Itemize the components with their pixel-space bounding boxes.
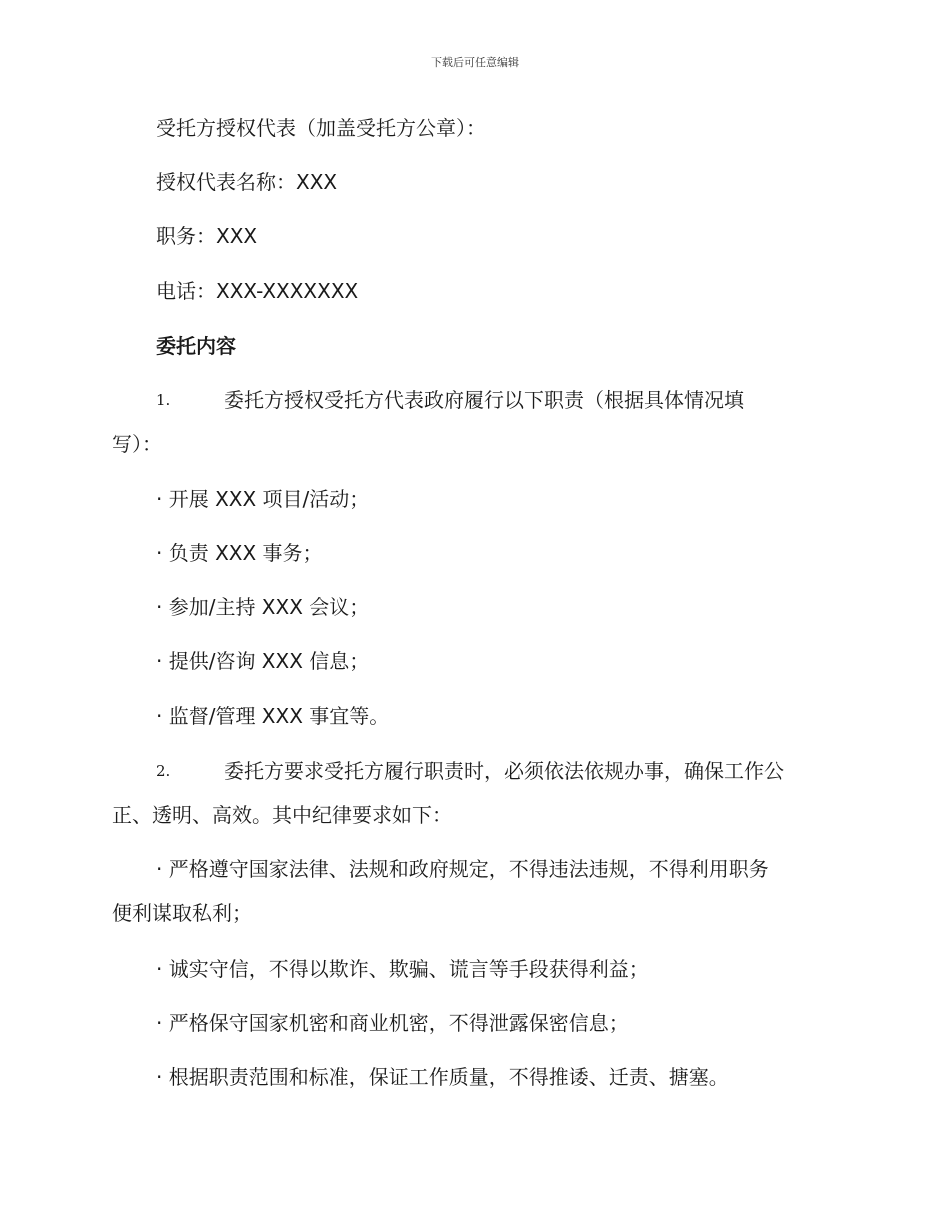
item1-text: 委托方授权受托方代表政府履行以下职责（根据具体情况填 bbox=[224, 388, 744, 412]
list-item: · 监督/管理 XXX 事宜等。 bbox=[156, 704, 390, 728]
list-item: · 提供/咨询 XXX 信息； bbox=[156, 649, 370, 673]
list-item: · 根据职责范围和标准，保证工作质量，不得推诿、迁责、搪塞。 bbox=[156, 1065, 729, 1089]
item1-text-continued: 写）： bbox=[112, 432, 162, 456]
list-item: · 诚实守信，不得以欺诈、欺骗、谎言等手段获得利益； bbox=[156, 957, 649, 981]
rep-name-line: 授权代表名称：XXX bbox=[156, 170, 338, 194]
list-item: · 严格遵守国家法律、法规和政府规定，不得违法违规，不得利用职务 bbox=[156, 857, 769, 881]
list-item-continued: 便利谋取私利； bbox=[112, 901, 252, 925]
list-item: · 严格保守国家机密和商业机密，不得泄露保密信息； bbox=[156, 1011, 629, 1035]
list-item: · 参加/主持 XXX 会议； bbox=[156, 595, 370, 619]
phone-line: 电话：XXX-XXXXXXX bbox=[156, 279, 359, 303]
item2-text: 委托方要求受托方履行职责时，必须依法依规办事，确保工作公 bbox=[224, 759, 784, 783]
item2-text-continued: 正、透明、高效。其中纪律要求如下： bbox=[112, 803, 452, 827]
page-header-note: 下载后可任意编辑 bbox=[431, 56, 519, 69]
item2-number: 2. bbox=[156, 762, 171, 780]
item1-number: 1. bbox=[156, 391, 171, 409]
list-item: · 负责 XXX 事务； bbox=[156, 541, 323, 565]
section-title: 委托内容 bbox=[156, 334, 236, 358]
list-item: · 开展 XXX 项目/活动； bbox=[156, 487, 370, 511]
authorized-rep-label: 受托方授权代表（加盖受托方公章）： bbox=[156, 116, 486, 140]
position-line: 职务：XXX bbox=[156, 224, 258, 248]
